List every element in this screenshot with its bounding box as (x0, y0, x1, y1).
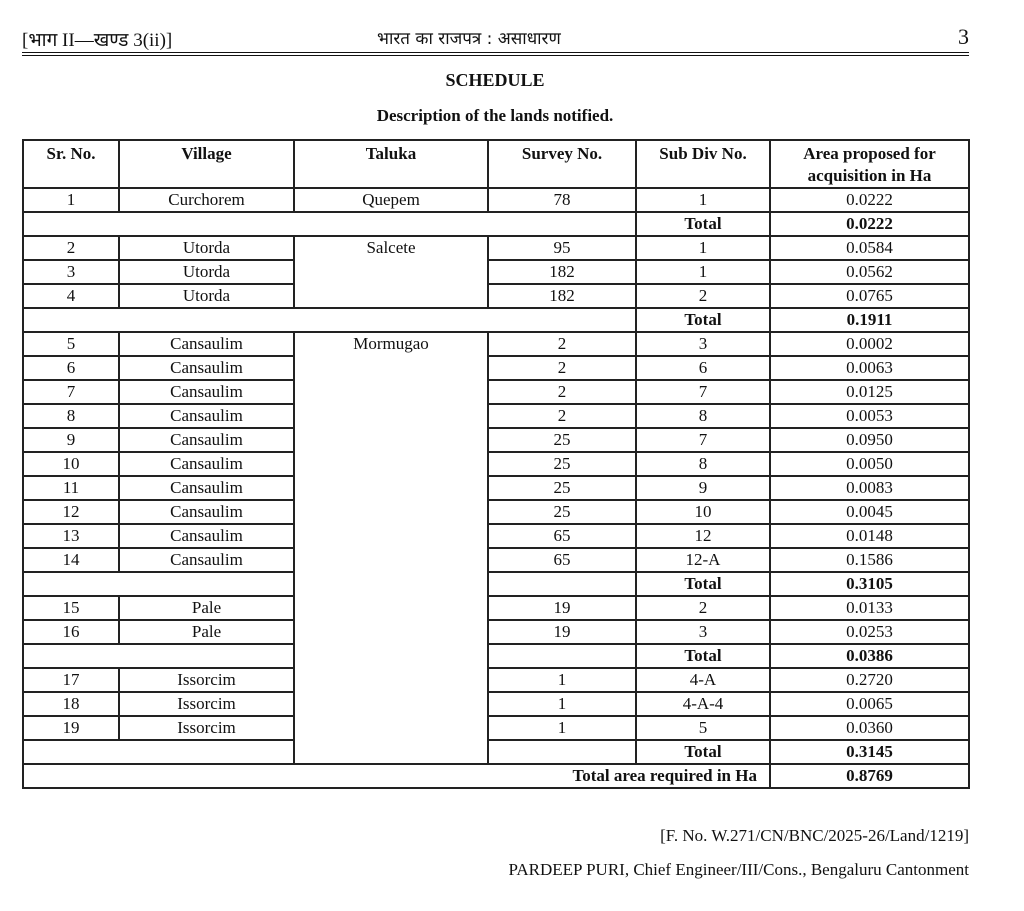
table-row (23, 596, 969, 620)
subtotal-value: 0.1911 (770, 308, 969, 332)
sr-no-cell: 16 (23, 620, 119, 644)
schedule-title: SCHEDULE (445, 70, 545, 90)
grand-total-label: Total area required in Ha (23, 764, 770, 788)
subtotal-row (23, 308, 969, 332)
sr-no-cell: 11 (23, 476, 119, 500)
village-cell: Cansaulim (119, 524, 294, 548)
area-cell: 0.0133 (770, 596, 969, 620)
subtotal-row (23, 572, 969, 596)
sr-no-cell: 8 (23, 404, 119, 428)
survey-no-cell: 2 (488, 332, 636, 356)
village-cell: Pale (119, 596, 294, 620)
sr-no-cell: 9 (23, 428, 119, 452)
survey-no-cell: 19 (488, 596, 636, 620)
column-header: Survey No. (488, 140, 636, 188)
table-row (23, 428, 969, 452)
subdiv-no-cell: 1 (636, 188, 770, 212)
village-cell: Cansaulim (119, 476, 294, 500)
subdiv-no-cell: 4-A (636, 668, 770, 692)
survey-no-cell: 1 (488, 692, 636, 716)
taluka-cell: Mormugao (294, 332, 488, 764)
area-cell: 0.0360 (770, 716, 969, 740)
sr-no-cell: 5 (23, 332, 119, 356)
sr-no-cell: 4 (23, 284, 119, 308)
survey-no-cell: 25 (488, 428, 636, 452)
table-row (23, 236, 969, 260)
survey-no-cell: 25 (488, 500, 636, 524)
survey-no-cell: 182 (488, 284, 636, 308)
area-cell: 0.0222 (770, 188, 969, 212)
village-cell: Issorcim (119, 668, 294, 692)
taluka-cell: Quepem (294, 188, 488, 212)
sr-no-cell: 1 (23, 188, 119, 212)
subdiv-no-cell: 2 (636, 284, 770, 308)
header-rule (22, 52, 969, 53)
sr-no-cell: 7 (23, 380, 119, 404)
subdiv-no-cell: 3 (636, 332, 770, 356)
village-cell: Utorda (119, 236, 294, 260)
sr-no-cell: 2 (23, 236, 119, 260)
sr-no-cell: 19 (23, 716, 119, 740)
survey-no-cell: 65 (488, 524, 636, 548)
village-cell: Pale (119, 620, 294, 644)
column-header: Sr. No. (23, 140, 119, 188)
table-row (23, 356, 969, 380)
village-cell: Cansaulim (119, 500, 294, 524)
village-cell: Cansaulim (119, 428, 294, 452)
table-header-row (23, 140, 969, 188)
table-row (23, 692, 969, 716)
sr-no-cell: 3 (23, 260, 119, 284)
subdiv-no-cell: 7 (636, 428, 770, 452)
survey-no-cell: 78 (488, 188, 636, 212)
survey-no-cell: 19 (488, 620, 636, 644)
total-label: Total (636, 740, 770, 764)
page-number: 3 (958, 24, 969, 49)
subtotal-value: 0.3145 (770, 740, 969, 764)
sr-no-cell: 12 (23, 500, 119, 524)
table-row (23, 500, 969, 524)
sr-no-cell: 13 (23, 524, 119, 548)
subtotal-row (23, 740, 969, 764)
subdiv-no-cell: 5 (636, 716, 770, 740)
area-cell: 0.0125 (770, 380, 969, 404)
survey-no-cell: 2 (488, 356, 636, 380)
area-cell: 0.0063 (770, 356, 969, 380)
village-cell: Utorda (119, 284, 294, 308)
table-row (23, 476, 969, 500)
village-cell: Issorcim (119, 716, 294, 740)
subtotal-row (23, 644, 969, 668)
subdiv-no-cell: 3 (636, 620, 770, 644)
subtotal-value: 0.0386 (770, 644, 969, 668)
village-cell: Issorcim (119, 692, 294, 716)
signatory: PARDEEP PURI, Chief Engineer/III/Cons., Bengaluru Cantonment (508, 860, 969, 879)
subdiv-no-cell: 6 (636, 356, 770, 380)
area-cell: 0.0050 (770, 452, 969, 476)
area-cell: 0.0765 (770, 284, 969, 308)
header-rule (22, 55, 969, 56)
total-label: Total (636, 644, 770, 668)
survey-no-cell: 25 (488, 452, 636, 476)
survey-no-cell: 25 (488, 476, 636, 500)
subdiv-no-cell: 7 (636, 380, 770, 404)
gazette-part-label: [भाग II—खण्ड 3(ii)] (22, 30, 173, 51)
table-row (23, 284, 969, 308)
subdiv-no-cell: 9 (636, 476, 770, 500)
table-row (23, 188, 969, 212)
survey-no-cell: 95 (488, 236, 636, 260)
land-schedule-table (22, 139, 970, 789)
subdiv-no-cell: 1 (636, 260, 770, 284)
column-header: Village (119, 140, 294, 188)
area-cell: 0.0002 (770, 332, 969, 356)
grand-total-value: 0.8769 (770, 764, 969, 788)
table-row (23, 260, 969, 284)
table-row (23, 668, 969, 692)
area-cell: 0.0253 (770, 620, 969, 644)
sr-no-cell: 15 (23, 596, 119, 620)
area-cell: 0.0065 (770, 692, 969, 716)
subdiv-no-cell: 2 (636, 596, 770, 620)
table-row (23, 716, 969, 740)
subdiv-no-cell: 10 (636, 500, 770, 524)
village-cell: Utorda (119, 260, 294, 284)
table-row (23, 620, 969, 644)
sr-no-cell: 18 (23, 692, 119, 716)
survey-no-cell: 65 (488, 548, 636, 572)
village-cell: Cansaulim (119, 404, 294, 428)
grand-total-row (23, 764, 969, 788)
village-cell: Curchorem (119, 188, 294, 212)
table-row (23, 332, 969, 356)
table-row (23, 380, 969, 404)
sr-no-cell: 17 (23, 668, 119, 692)
village-cell: Cansaulim (119, 332, 294, 356)
area-cell: 0.0950 (770, 428, 969, 452)
column-header: Area proposed for acquisition in Ha (770, 140, 969, 188)
subdiv-no-cell: 8 (636, 404, 770, 428)
table-row (23, 452, 969, 476)
file-number: [F. No. W.271/CN/BNC/2025-26/Land/1219] (660, 826, 969, 845)
column-header: Taluka (294, 140, 488, 188)
subdiv-no-cell: 4-A-4 (636, 692, 770, 716)
total-label: Total (636, 308, 770, 332)
area-cell: 0.0584 (770, 236, 969, 260)
survey-no-cell: 2 (488, 380, 636, 404)
area-cell: 0.2720 (770, 668, 969, 692)
village-cell: Cansaulim (119, 356, 294, 380)
subdiv-no-cell: 1 (636, 236, 770, 260)
subdiv-no-cell: 12-A (636, 548, 770, 572)
subtotal-value: 0.0222 (770, 212, 969, 236)
column-header: Sub Div No. (636, 140, 770, 188)
taluka-cell: Salcete (294, 236, 488, 308)
sr-no-cell: 6 (23, 356, 119, 380)
village-cell: Cansaulim (119, 548, 294, 572)
subtotal-value: 0.3105 (770, 572, 969, 596)
subdiv-no-cell: 8 (636, 452, 770, 476)
total-label: Total (636, 572, 770, 596)
survey-no-cell: 1 (488, 668, 636, 692)
survey-no-cell: 2 (488, 404, 636, 428)
table-row (23, 548, 969, 572)
area-cell: 0.1586 (770, 548, 969, 572)
area-cell: 0.0562 (770, 260, 969, 284)
schedule-description: Description of the lands notified. (376, 106, 614, 125)
survey-no-cell: 1 (488, 716, 636, 740)
sr-no-cell: 10 (23, 452, 119, 476)
page-header (22, 26, 969, 50)
table-row (23, 524, 969, 548)
village-cell: Cansaulim (119, 452, 294, 476)
area-cell: 0.0083 (770, 476, 969, 500)
area-cell: 0.0053 (770, 404, 969, 428)
survey-no-cell: 182 (488, 260, 636, 284)
area-cell: 0.0045 (770, 500, 969, 524)
table-row (23, 404, 969, 428)
village-cell: Cansaulim (119, 380, 294, 404)
sr-no-cell: 14 (23, 548, 119, 572)
subdiv-no-cell: 12 (636, 524, 770, 548)
area-cell: 0.0148 (770, 524, 969, 548)
gazette-title: भारत का राजपत्र : असाधारण (377, 29, 561, 49)
subtotal-row (23, 212, 969, 236)
total-label: Total (636, 212, 770, 236)
